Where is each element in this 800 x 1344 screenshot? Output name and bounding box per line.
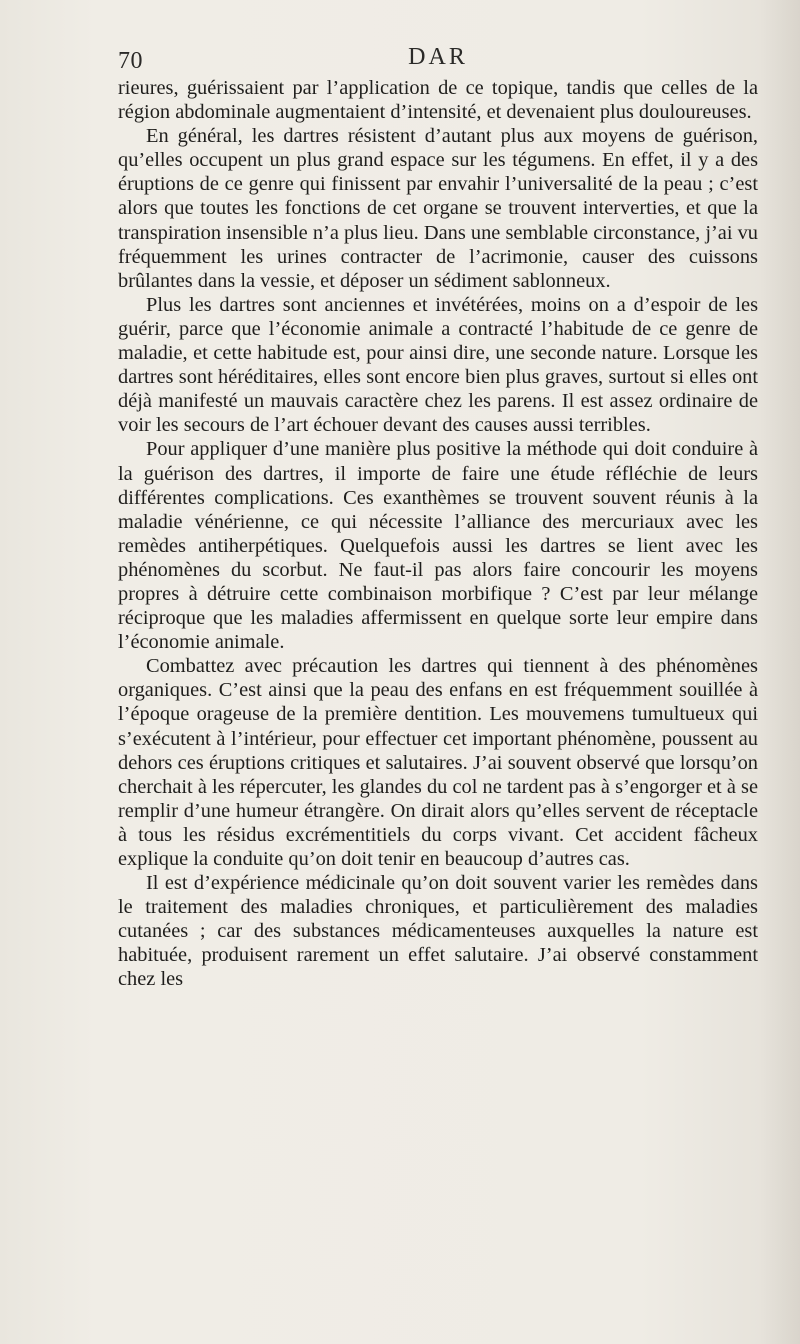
- body-text: [118, 76, 758, 992]
- paragraph-4: Pour appliquer d’une manière plus positive la méthode qui doit conduire à la guérison des dartres, il importe de faire une étude réfléchie de leurs différentes complications. Ces exanthèmes se trouvent souvent réunis à la maladie vénérienne, ce qui nécessite l’alliance des mercuriaux avec les remèdes antiherpétiques. Quelquefois aussi les dartres se lient avec les phénomènes du scorbut. Ne faut-il pas alors faire concourir les moyens propres à détruire cette combinaison morbifique ? C’est par leur mélange réciproque que les maladies affermissent en quelque sorte leur empire dans l’économie animale.: [118, 438, 758, 654]
- paragraph-1: rieures, guérissaient par l’application de ce topique, tandis que celles de la région abdominale augmentaient d’intensité, et devenaient plus douloureuses.: [118, 77, 758, 124]
- page-header: [118, 42, 758, 72]
- page-edge-shadow: [760, 0, 800, 1344]
- paragraph-2: En général, les dartres résistent d’autant plus aux moyens de guérison, qu’elles occupent un plus grand espace sur les tégumens. En effet, il y a des éruptions de ce genre qui finissent par envahir l’universalité de la peau ; c’est alors que toutes les fonctions de cet organe se trouvent interverties, et que la transpiration insensible n’a plus lieu. Dans une semblable circonstance, j’ai vu fréquemment les urines contracter de l’acrimonie, causer des cuissons brûlantes dans la vessie, et déposer un sédiment sablonneux.: [118, 125, 758, 292]
- paragraph-6: Il est d’expérience médicinale qu’on doit souvent varier les remèdes dans le traitement des maladies chroniques, et particulièrement des maladies cutanées ; car des substances médicamenteuses auxquelles la nature est habituée, produisent rarement un effet salutaire. J’ai observé constamment chez les: [118, 872, 758, 991]
- paragraph-5: Combattez avec précaution les dartres qui tiennent à des phénomènes organiques. C’est ainsi que la peau des enfans en est fréquemment souillée à l’époque orageuse de la première dentition. Les mouvemens tumultueux qui s’exécutent à l’intérieur, pour effectuer cet important phénomène, poussent au dehors ces éruptions critiques et salutaires. J’ai souvent observé que lorsqu’on cherchait à les répercuter, les glandes du col ne tardent pas à s’engorger et à se remplir d’une humeur étrangère. On dirait alors qu’elles servent de réceptacle à tous les résidus excrémentitiels du corps vivant. Cet accident fâcheux explique la conduite qu’on doit tenir en beaucoup d’autres cas.: [118, 655, 758, 870]
- paragraph-3: Plus les dartres sont anciennes et invétérées, moins on a d’espoir de les guérir, parce que l’économie animale a contracté l’habitude de ce genre de maladie, et cette habitude est, pour ainsi dire, une seconde nature. Lorsque les dartres sont héréditaires, elles sont encore bien plus graves, surtout si elles ont déjà manifesté un mauvais caractère chez les parens. Il est assez ordinaire de voir les secours de l’art échouer devant des causes aussi terribles.: [118, 293, 758, 437]
- page-number: 70: [118, 48, 143, 74]
- running-head: DAR: [408, 44, 468, 70]
